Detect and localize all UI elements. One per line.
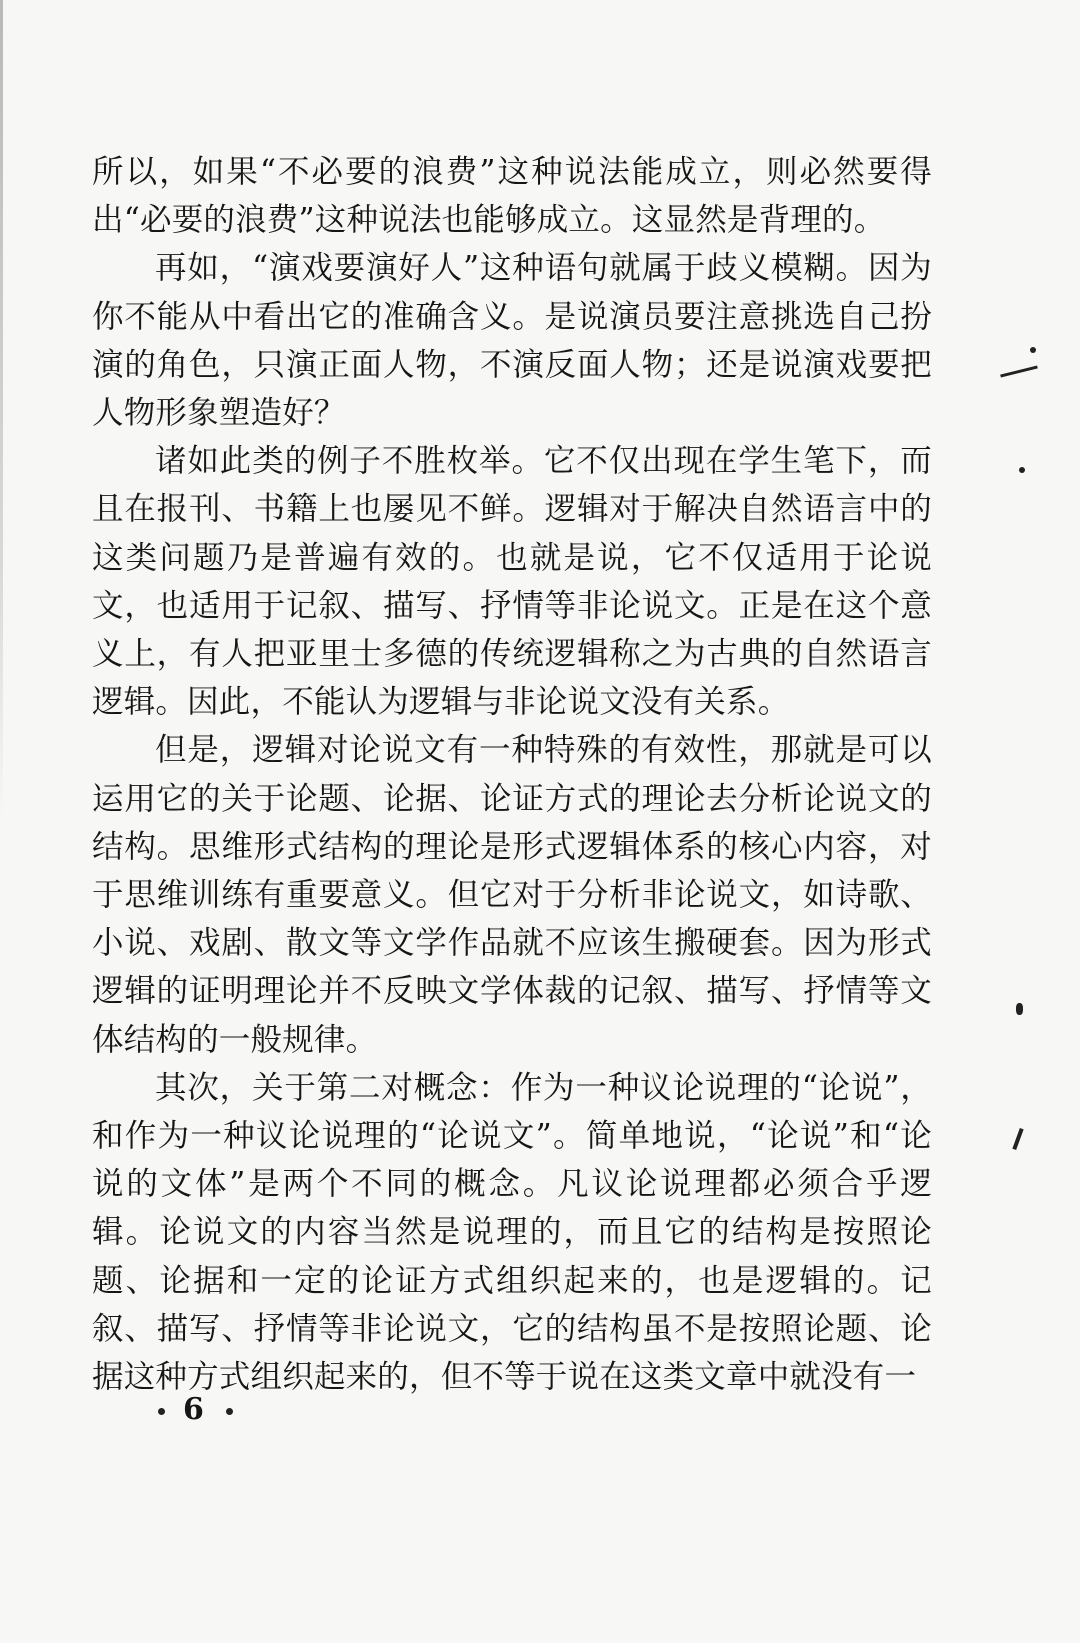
bullet-icon [226, 1408, 233, 1415]
paragraph-3: 诸如此类的例子不胜枚举。它不仅出现在学生笔下，而且在报刊、书籍上也屡见不鲜。逻辑对于解决自然语言中的这类问题乃是普遍有效的。也就是说，它不仅适用于论说文，也适用于记叙、描写、抒情等非论说文。正是在这个意义上，有人把亚里士多德的传统逻辑称之为古典的自然语言逻辑。因此，不能认为逻辑与非论说文没有关系。 [92, 443, 932, 721]
scan-mark [1016, 1003, 1023, 1015]
scan-mark [1019, 467, 1025, 473]
bullet-icon [158, 1408, 165, 1415]
binding-edge-shadow [0, 0, 3, 820]
page-number: 6 [183, 1392, 208, 1427]
scan-mark [1000, 365, 1038, 377]
paragraph-1: 所以，如果“不必要的浪费”这种说法能成立，则必然要得出“必要的浪费”这种说法也能够成立。这显然是背理的。 [92, 154, 932, 239]
paragraph-2: 再如，“演戏要演好人”这种语句就属于歧义模糊。因为你不能从中看出它的准确含义。是说演员要注意挑选自己扮演的角色，只演正面人物，不演反面人物；还是说演戏要把人物形象塑造好？ [92, 250, 932, 432]
page-number-footer [140, 1392, 251, 1427]
paragraph-4: 但是，逻辑对论说文有一种特殊的有效性，那就是可以运用它的关于论题、论据、论证方式的理论去分析论说文的结构。思维形式结构的理论是形式逻辑体系的核心内容，对于思维训练有重要意义。但它对于分析非论说文，如诗歌、小说、戏剧、散文等文学作品就不应该生搬硬套。因为形式逻辑的证明理论并不反映文学体裁的记叙、描写、抒情等文体结构的一般规律。 [92, 732, 932, 1058]
paragraph-5: 其次，关于第二对概念：作为一种议论说理的“论说”，和作为一种议论说理的“论说文”。简单地说，“论说”和“论说的文体”是两个不同的概念。凡议论说理都必须合乎逻辑。论说文的内容当然是说理的，而且它的结构是按照论题、论据和一定的论证方式组织起来的，也是逻辑的。记叙、描写、抒情等非论说文，它的结构虽不是按照论题、论据这种方式组织起来的，但不等于说在这类文章中就没有一 [92, 1069, 932, 1396]
scan-mark [1012, 1128, 1023, 1150]
scan-mark [1030, 347, 1036, 353]
body-text [92, 148, 932, 1401]
